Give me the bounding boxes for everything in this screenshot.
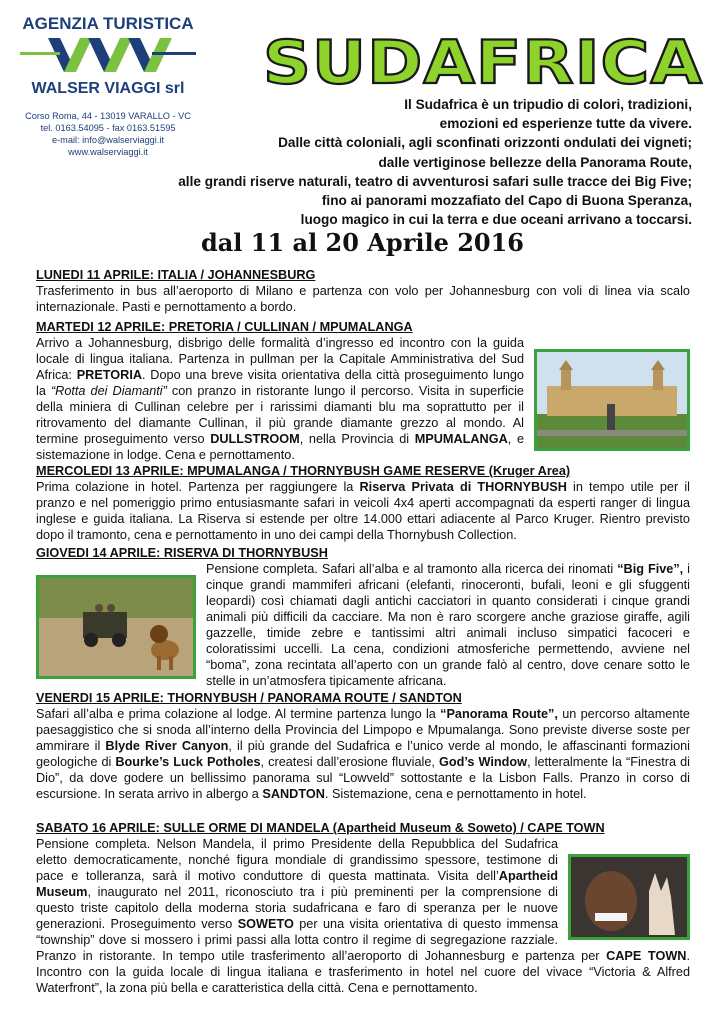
day-section-1	[36, 267, 690, 315]
intro-line: fino ai panorami mozzafiato del Capo di Buona Speranza,	[321, 193, 692, 209]
logo-website: www.walserviaggi.it	[68, 147, 148, 157]
intro-line: dalle vertiginose bellezze della Panorama Route,	[378, 154, 692, 170]
day-heading: MERCOLEDI 13 APRILE: MPUMALANGA / THORNYBUSH GAME RESERVE (Kruger Area)	[36, 464, 571, 478]
intro-line: emozioni ed esperienze tutte da vivere.	[439, 116, 692, 132]
day-text: Prima colazione in hotel. Partenza per raggiungere la Riserva Privata di THORNYBUSH in tempo utile per il pranzo e nel pomeriggio primo entusiasmante safari in veicoli 4x4 aperti accompagnati da esperti ranger di lingua inglese e guida italiana. La Riserva si estende per oltre 14.000 ettari adiacente al Parco Kruger. Rientro previsto dopo il tramonto, cena e pernottamento in uno dei campi della Thornybush Collection.	[36, 480, 690, 542]
day-section-5	[36, 690, 690, 802]
day-heading: SABATO 16 APRILE: SULLE ORME DI MANDELA (Apartheid Museum & Soweto) / CAPE TOWN	[36, 821, 605, 835]
day-text: Trasferimento in bus all’aeroporto di Milano e partenza con volo per Johannesburg con voli di linea via scalo internazionale. Pasti e pernottamento a bordo.	[36, 284, 690, 314]
logo-phone: tel. 0163.54095 - fax 0163.51595	[40, 123, 176, 133]
day-text: Pensione completa. Nelson Mandela, il primo Presidente della Repubblica del Sudafrica eletto democraticamente, nonché figura mondiale di grandissimo spessore, testimone di pace e tolleranza, sarà il motivo conduttore di questa mattinata. Visita dell’Apartheid Museum, inaugurato nel 2011, riconosciuto tra i più preminenti per la comprensione di questo triste capitolo della moderna storia sudafricana e faro di speranza per le nuove generazioni. Proseguimento verso SOWETO per una visita orientativa di questo immensa “township” dove si mossero i primi passi alla lotta contro il regime di segregazione razziale. Pranzo in ristorante. In tempo utile trasferimento all’aeroporto di Johannesburg e partenza per CAPE TOWN. Incontro con la guida locale di lingua italiana e trasferimento in hotel nel cuore del vivace “Victoria & Alfred Waterfront”, la zona più bella e caratteristica della città. Cena e pernottamento.	[36, 837, 690, 995]
safari-jeep-lion-photo	[36, 575, 196, 679]
intro-paragraph	[40, 95, 692, 229]
pretoria-union-buildings-photo	[534, 349, 690, 451]
intro-line: alle grandi riserve naturali, teatro di avventurosi safari sulle tracce dei Big Five;	[178, 173, 692, 189]
logo-company-name: WALSER VIAGGI srl	[31, 80, 185, 97]
walser-wv-logo-icon	[18, 36, 198, 76]
logo-email: e-mail: info@walserviaggi.it	[52, 135, 164, 145]
day-text: Pensione completa. Safari all’alba e al tramonto alla ricerca dei rinomati “Big Five”, i cinque grandi mammiferi africani (elefanti, rinoceronti, bufali, leoni e gli sfuggenti leopardi) così chiamati dagli antichi cacciatori in quanto considerati i cinque grandi animali più difficili da cacciare. Ma non è raro scorgere anche graziose giraffe, agili gazzelle, timide zebre e tantissimi altri animali incluso simpatici facoceri e coloratissimi uccelli. La cena, condizioni atmosferiche permettendo, avviene nel “boma”, zona recintata all’aperto con un grande falò al centro, dove cenare sotto le stelle in un’atmosfera tipicamente africana.	[36, 561, 690, 689]
day-section-3	[36, 463, 690, 543]
logo-address: Corso Roma, 44 - 13019 VARALLO - VC	[25, 111, 191, 121]
intro-line: Dalle città coloniali, agli sconfinati orizzonti ondulati dei vigneti;	[278, 135, 692, 151]
day-section-2	[36, 319, 690, 463]
travel-dates: dal 11 al 20 Aprile 2016	[200, 228, 525, 257]
nelson-mandela-photo	[568, 854, 690, 940]
intro-line: luogo magico in cui la terra e due oceani arrivano a toccarsi.	[300, 212, 692, 228]
day-heading: VENERDI 15 APRILE: THORNYBUSH / PANORAMA ROUTE / SANDTON	[36, 691, 462, 705]
day-heading: MARTEDI 12 APRILE: PRETORIA / CULLINAN / MPUMALANGA	[36, 320, 413, 334]
day-heading: GIOVEDI 14 APRILE: RISERVA DI THORNYBUSH	[36, 546, 328, 560]
logo-title: AGENZIA TURISTICA	[22, 14, 194, 33]
day-section-6	[36, 820, 690, 996]
day-text: Arrivo a Johannesburg, disbrigo delle formalità d’ingresso ed incontro con la guida locale di lingua italiana. Partenza in pullman per la Capitale Amministrativa del Sud Africa: PRETORIA. Dopo una breve visita orientativa della città proseguimento lungo la “Rotta dei Diamanti” con pranzo in ristorante lungo il percorso. Visita in superficie della miniera di Cullinan celebre per i rarissimi diamanti blu ma soprattutto per il ritrovamento del diamante Cullinan, il più grande diamante grezzo al mondo. Al termine proseguimento verso DULLSTROOM, nella Provincia di MPUMALANGA, e sistemazione in lodge. Cena e pernottamento.	[36, 335, 690, 463]
page-headline	[258, 25, 708, 95]
headline-text: SUDAFRICA	[263, 28, 703, 95]
day-text: Safari all’alba e prima colazione al lodge. Al termine partenza lungo la “Panorama Route”, un percorso altamente paesaggistico che si snoda all’interno della Provincia del Limpopo e Mpumalanga. Sono previste diverse soste per ammirare il Blyde River Canyon, il più grande del Sudafrica e l’unico verde al mondo, le affascinanti formazioni geologiche di Bourke’s Luck Potholes, createsi dall’erosione fluviale, God’s Window, letteralmente la “Finestra di Dio”, da dove godere un bellissimo panorama sul “Lowveld” sottostante e la Lisbon Falls. Pranzo in corso di escursione. In serata arrivo in albergo a SANDTON. Sistemazione, cena e pernottamento in hotel.	[36, 707, 691, 801]
day-heading: LUNEDI 11 APRILE: ITALIA / JOHANNESBURG	[36, 268, 316, 282]
day-section-4	[36, 545, 690, 689]
intro-line: Il Sudafrica è un tripudio di colori, tradizioni,	[404, 97, 692, 112]
